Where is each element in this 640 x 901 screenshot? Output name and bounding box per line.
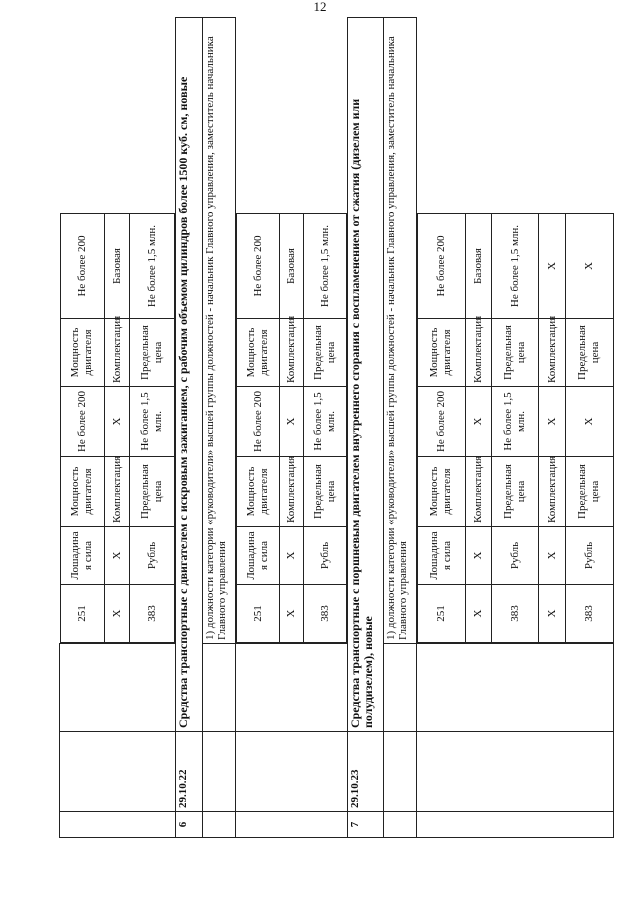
value-cell: Лошадина я сила <box>237 527 280 585</box>
value-row <box>60 17 105 643</box>
value-cell: Комплектация <box>280 457 304 527</box>
value-cell: Комплектация <box>105 319 130 387</box>
values-table <box>236 16 347 643</box>
value-cell: Лошадина я сила <box>60 527 105 585</box>
empty-cell <box>539 17 565 214</box>
value-cell: 251 <box>417 585 465 643</box>
section-number: 6 <box>176 812 203 838</box>
values-container <box>60 18 176 644</box>
value-cell: Лошадина я сила <box>417 527 465 585</box>
category-text: 1) должности категории «руководители» высшей группы должностей - начальник Главного управления, заместитель начальника Главного управления <box>203 18 236 644</box>
value-cell: Базовая <box>105 214 130 319</box>
empty-cell <box>203 732 236 812</box>
empty-cell <box>130 17 175 214</box>
value-cell: X <box>280 527 304 585</box>
value-cell: X <box>465 585 491 643</box>
value-cell: X <box>539 527 565 585</box>
section-title: Средства транспортные с двигателем с искровым зажиганием, с рабочим объемом цилиндров более 1500 куб. см, новые <box>176 18 203 732</box>
value-row <box>465 17 491 643</box>
value-cell: Не более 200 <box>237 214 280 319</box>
value-cell: 383 <box>565 585 613 643</box>
value-row <box>280 17 304 643</box>
value-cell: X <box>465 527 491 585</box>
value-cell: X <box>539 214 565 319</box>
value-cell: X <box>539 585 565 643</box>
empty-cell <box>203 644 236 732</box>
category-text: 1) должности категории «руководители» высшей группы должностей - начальник Главного управления, заместитель начальника Главного управления <box>383 18 416 644</box>
rotated-page <box>59 18 614 838</box>
value-cell: Комплектация <box>105 457 130 527</box>
value-cell: Рубль <box>130 527 175 585</box>
value-cell: Комплектация <box>465 457 491 527</box>
value-cell: 251 <box>60 585 105 643</box>
empty-cell <box>203 812 236 838</box>
section-title-row <box>176 18 203 838</box>
value-cell: Не более 200 <box>417 387 465 457</box>
values-container <box>236 18 348 644</box>
value-cell: 383 <box>130 585 175 643</box>
empty-cell <box>304 17 347 214</box>
empty-cell <box>236 644 348 732</box>
value-row <box>304 17 347 643</box>
value-cell: X <box>280 585 304 643</box>
empty-cell <box>383 644 416 732</box>
values-table <box>417 16 614 643</box>
value-cell: 383 <box>304 585 347 643</box>
value-cell: X <box>465 387 491 457</box>
value-cell: X <box>105 585 130 643</box>
empty-cell <box>60 17 105 214</box>
value-cell: Рубль <box>304 527 347 585</box>
empty-cell <box>383 812 416 838</box>
page-number: 12 <box>313 0 327 14</box>
value-cell: X <box>280 387 304 457</box>
value-cell: Не более 200 <box>417 214 465 319</box>
value-cell: Комплектация <box>539 457 565 527</box>
empty-cell <box>280 17 304 214</box>
value-cell: Мощность двигателя <box>417 457 465 527</box>
empty-cell <box>416 812 613 838</box>
empty-cell <box>105 17 130 214</box>
value-cell: Мощность двигателя <box>237 457 280 527</box>
value-cell: Рубль <box>565 527 613 585</box>
value-row <box>105 17 130 643</box>
value-cell: Комплектация <box>539 319 565 387</box>
value-cell: X <box>565 387 613 457</box>
empty-cell <box>236 732 348 812</box>
requirements-table <box>59 17 614 838</box>
empty-cell <box>491 17 539 214</box>
value-row <box>417 17 465 643</box>
section-number: 7 <box>348 812 383 838</box>
empty-cell <box>417 17 465 214</box>
value-cell: 383 <box>491 585 539 643</box>
value-cell: Предельная цена <box>565 457 613 527</box>
values-container <box>416 18 613 644</box>
value-cell: Предельная цена <box>130 319 175 387</box>
empty-cell <box>416 732 613 812</box>
value-cell: Комплектация <box>465 319 491 387</box>
value-cell: Мощность двигателя <box>237 319 280 387</box>
value-row <box>130 17 175 643</box>
section-title-row <box>348 18 383 838</box>
value-cell: Предельная цена <box>491 457 539 527</box>
empty-cell <box>60 812 176 838</box>
value-cell: Не более 1,5 млн. <box>304 214 347 319</box>
value-cell: Предельная цена <box>491 319 539 387</box>
empty-cell <box>60 732 176 812</box>
section-title: Средства транспортные с поршневым двигателем внутреннего сгорания с воспламенением от сжатия (дизелем или полудизелем), новые <box>348 18 383 732</box>
value-cell: Комплектация <box>280 319 304 387</box>
value-row <box>491 17 539 643</box>
value-cell: Не более 200 <box>60 387 105 457</box>
value-cell: Рубль <box>491 527 539 585</box>
value-cell: Не более 1,5 млн. <box>304 387 347 457</box>
value-cell: X <box>565 214 613 319</box>
value-cell: Мощность двигателя <box>60 319 105 387</box>
empty-cell <box>465 17 491 214</box>
value-cell: Базовая <box>465 214 491 319</box>
section-values-row <box>236 18 348 838</box>
value-cell: Не более 1,5 млн. <box>130 214 175 319</box>
value-cell: Базовая <box>280 214 304 319</box>
empty-cell <box>236 812 348 838</box>
value-cell: X <box>539 387 565 457</box>
continuation-row <box>60 18 176 838</box>
section-values-row <box>416 18 613 838</box>
empty-cell <box>60 644 176 732</box>
category-row <box>383 18 416 838</box>
values-table <box>60 16 176 643</box>
empty-cell <box>416 644 613 732</box>
empty-cell <box>565 17 613 214</box>
value-cell: Мощность двигателя <box>417 319 465 387</box>
section-code: 29.10.23 <box>348 732 383 812</box>
value-cell: X <box>105 527 130 585</box>
category-row <box>203 18 236 838</box>
value-cell: Не более 200 <box>237 387 280 457</box>
value-cell: Предельная цена <box>130 457 175 527</box>
value-cell: Мощность двигателя <box>60 457 105 527</box>
value-cell: Предельная цена <box>304 319 347 387</box>
value-row <box>565 17 613 643</box>
value-cell: Не более 1,5 млн. <box>130 387 175 457</box>
section-code: 29.10.22 <box>176 732 203 812</box>
value-cell: Не более 1,5 млн. <box>491 387 539 457</box>
value-cell: Предельная цена <box>304 457 347 527</box>
value-row <box>237 17 280 643</box>
value-cell: Не более 200 <box>60 214 105 319</box>
empty-cell <box>237 17 280 214</box>
value-cell: X <box>105 387 130 457</box>
value-cell: Предельная цена <box>565 319 613 387</box>
value-cell: 251 <box>237 585 280 643</box>
empty-cell <box>383 732 416 812</box>
value-row <box>539 17 565 643</box>
value-cell: Не более 1,5 млн. <box>491 214 539 319</box>
